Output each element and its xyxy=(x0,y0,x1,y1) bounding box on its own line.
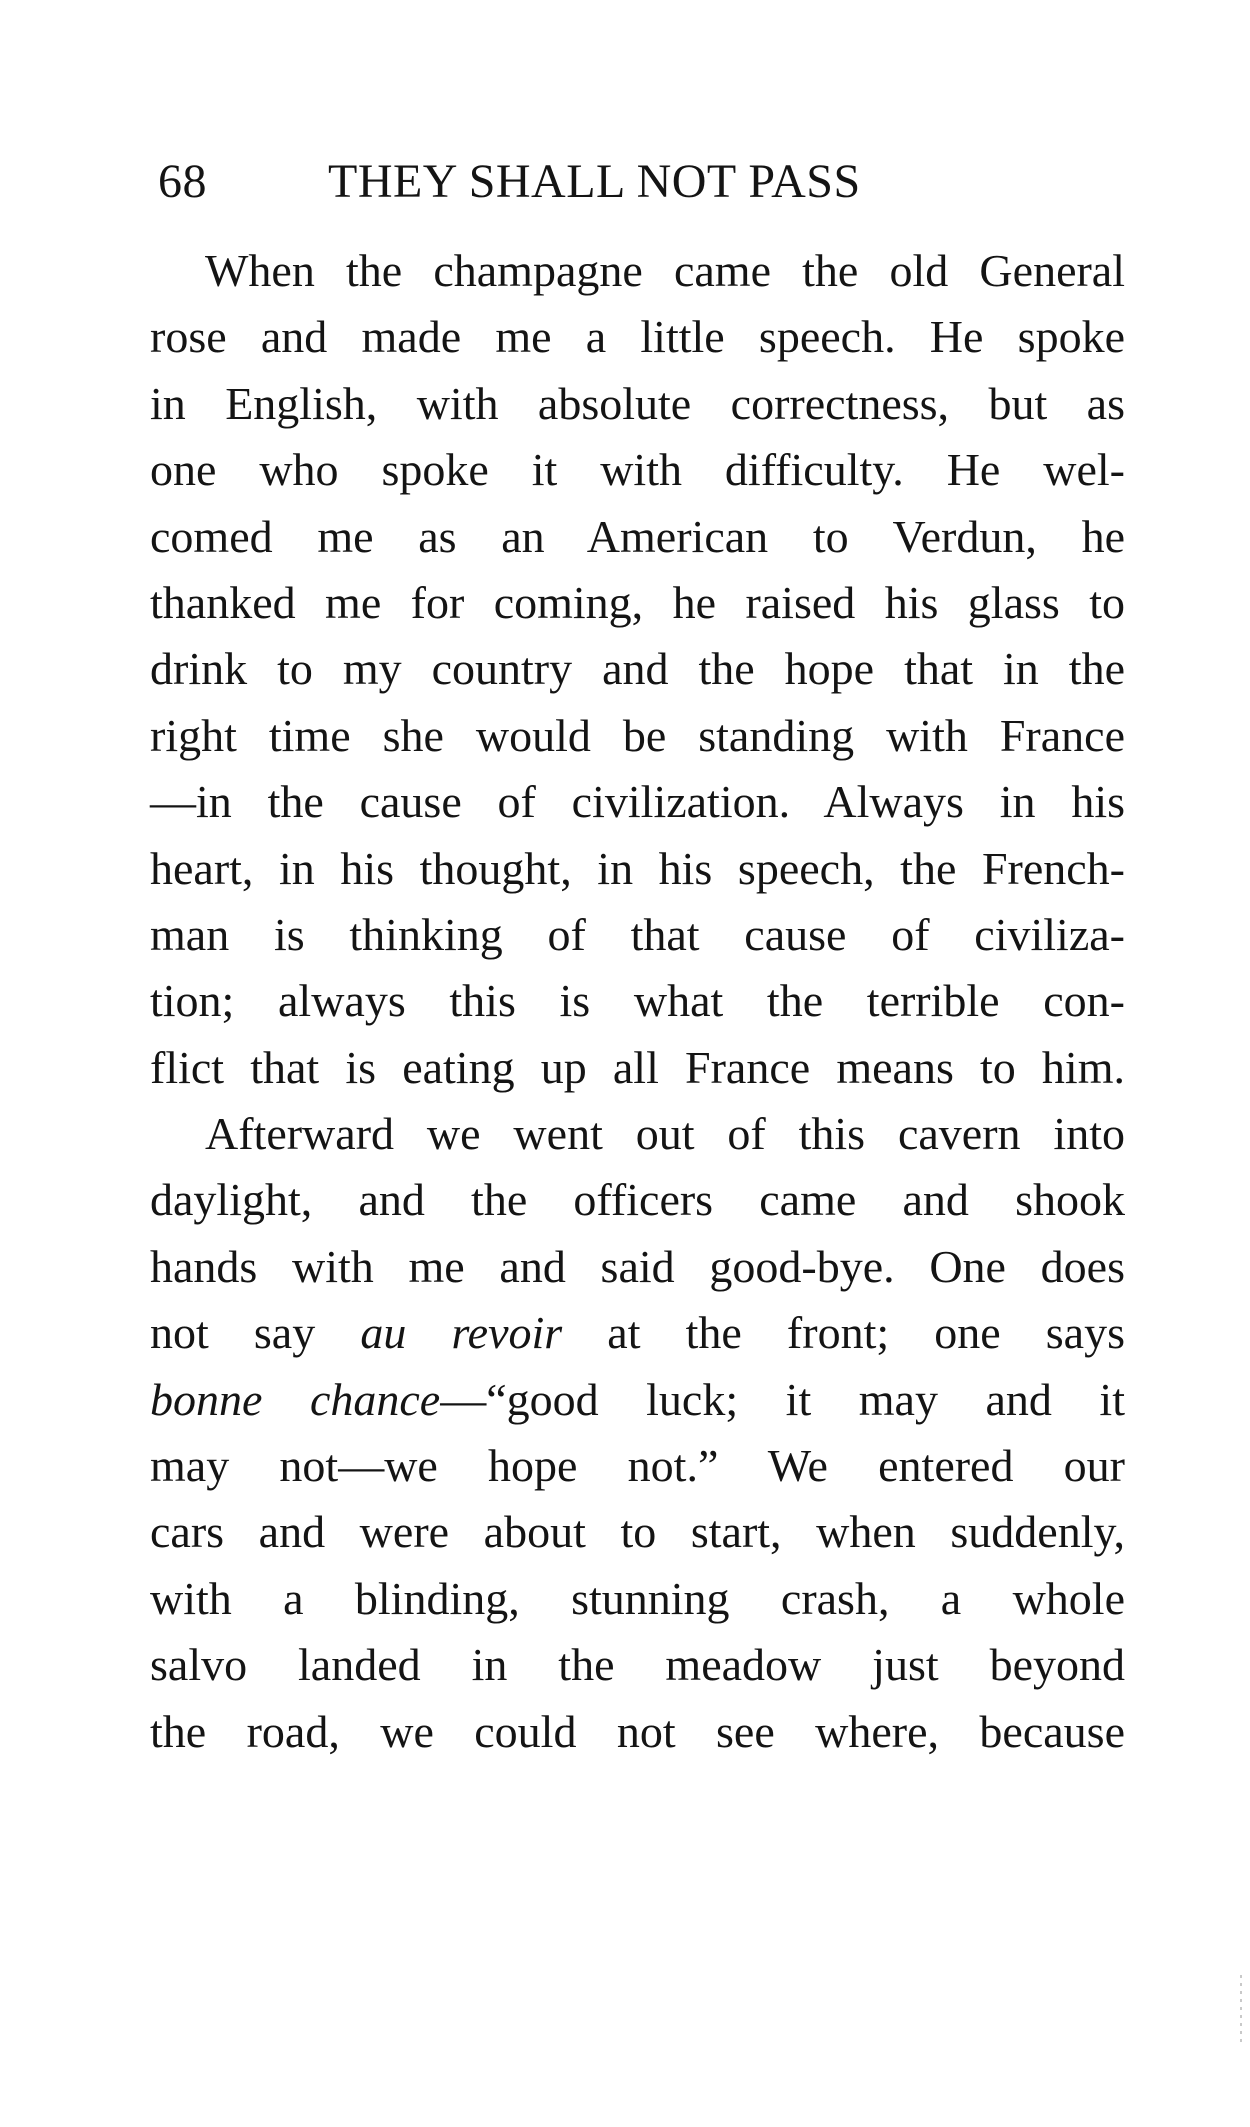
paragraph-2-line-7: cars and were about to start, when suddenly, xyxy=(150,1506,1125,1558)
paragraph-1-line-13: flict that is eating up all France means to him. xyxy=(150,1041,1125,1093)
paragraph-2-line-10: the road, we could not see where, because xyxy=(150,1705,1125,1757)
paragraph-2-line-5 xyxy=(150,1367,1125,1433)
paragraph-2-line-8: with a blinding, stunning crash, a whole xyxy=(150,1572,1125,1624)
paragraph-1-line-9: —in the cause of civilization. Always in his xyxy=(150,776,1125,828)
paragraph-1-line-1: When the champagne came the old General xyxy=(205,245,1125,296)
paragraph-1-line-2: rose and made me a little speech. He spoke xyxy=(150,311,1125,363)
text-segment: not say xyxy=(150,1307,316,1359)
italic-phrase: au revoir xyxy=(360,1307,563,1359)
paragraph-1-line-12: tion; always this is what the terrible con- xyxy=(150,975,1125,1027)
paragraph-1-line-3: in English, with absolute correctness, but as xyxy=(150,377,1125,429)
page-number: 68 xyxy=(158,155,207,208)
paragraph-2-line-9: salvo landed in the meadow just beyond xyxy=(150,1639,1125,1691)
paragraph-2-line-4 xyxy=(150,1300,1125,1366)
paragraph-1-line-8: right time she would be standing with France xyxy=(150,709,1125,761)
paragraph-1-line-4: one who spoke it with difficulty. He wel- xyxy=(150,444,1125,496)
paragraph-2-line-1: Afterward we went out of this cavern into xyxy=(205,1108,1125,1160)
text-segment: at the front; one says xyxy=(607,1307,1125,1359)
scan-artifact xyxy=(1240,1975,1242,2045)
italic-phrase: bonne chance xyxy=(150,1373,441,1425)
paragraph-2-line-6: may not—we hope not.” We entered our xyxy=(150,1440,1125,1492)
running-title: THEY SHALL NOT PASS xyxy=(328,155,861,208)
running-head xyxy=(158,152,1118,212)
paragraph-1-line-5: comed me as an American to Verdun, he xyxy=(150,510,1125,562)
paragraph-1-line-10: heart, in his thought, in his speech, the French- xyxy=(150,842,1125,894)
paragraph-1-line-6: thanked me for coming, he raised his glass to xyxy=(150,576,1125,628)
paragraph-1-line-11: man is thinking of that cause of civiliza- xyxy=(150,908,1125,960)
paragraph-2-line-2: daylight, and the officers came and shook xyxy=(150,1174,1125,1226)
body-text xyxy=(150,238,1125,1765)
paragraph-1-line-7: drink to my country and the hope that in the xyxy=(150,643,1125,695)
text-segment: —“good luck; it may and it xyxy=(440,1373,1125,1425)
paragraph-2-line-3: hands with me and said good-bye. One does xyxy=(150,1240,1125,1292)
